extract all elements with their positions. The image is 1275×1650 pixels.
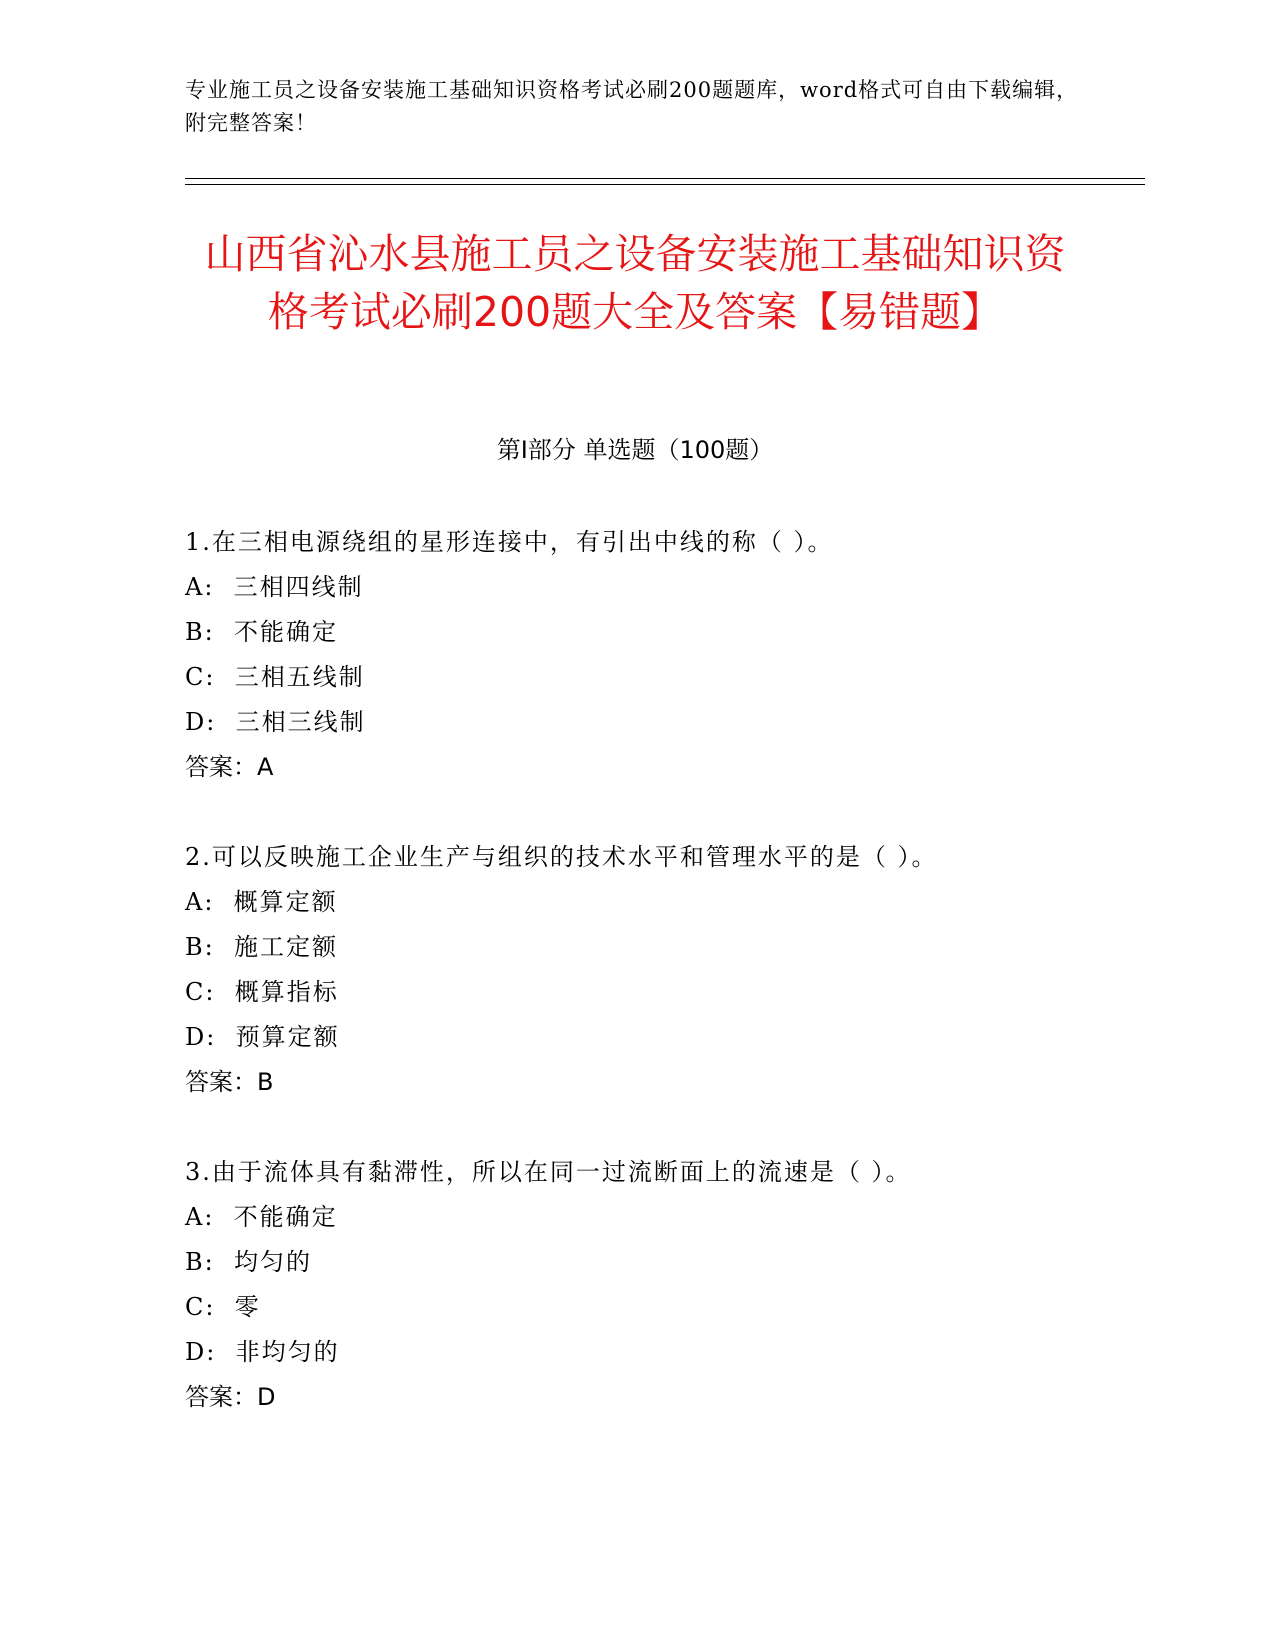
question-stem: 2.可以反映施工企业生产与组织的技术水平和管理水平的是（ ）。 xyxy=(185,843,938,871)
question-stem: 3.由于流体具有黏滞性，所以在同一过流断面上的流速是（ ）。 xyxy=(185,1158,912,1186)
document-title: 山西省沁水县施工员之设备安装施工基础知识资格考试必刷200题大全及答案【易错题】 xyxy=(204,230,1066,336)
option-a: A: 三相四线制 xyxy=(185,573,364,601)
question-block xyxy=(185,520,1145,790)
question-block xyxy=(185,1150,1145,1420)
option-d: D: 三相三线制 xyxy=(185,708,366,736)
header-divider-bottom xyxy=(185,184,1145,185)
option-c: C: 概算指标 xyxy=(185,978,339,1006)
header-divider-top xyxy=(185,178,1145,179)
option-d: D: 预算定额 xyxy=(185,1023,340,1051)
option-a: A: 不能确定 xyxy=(185,1203,338,1231)
question-stem: 1.在三相电源绕组的星形连接中，有引出中线的称（ ）。 xyxy=(185,528,834,556)
option-b: B: 均匀的 xyxy=(185,1248,312,1276)
option-b: B: 不能确定 xyxy=(185,618,338,646)
option-c: C: 三相五线制 xyxy=(185,663,365,691)
question-block xyxy=(185,835,1145,1105)
header-note: 专业施工员之设备安装施工基础知识资格考试必刷200题题库，word格式可自由下载编辑，附完整答案！ xyxy=(185,78,1079,135)
option-c: C: 零 xyxy=(185,1293,261,1321)
section-heading: 第I部分 单选题（100题） xyxy=(496,436,774,464)
option-b: B: 施工定额 xyxy=(185,933,338,961)
answer-line: 答案：D xyxy=(185,1383,276,1411)
answer-line: 答案：B xyxy=(185,1068,274,1096)
answer-line: 答案：A xyxy=(185,753,274,781)
option-d: D: 非均匀的 xyxy=(185,1338,340,1366)
option-a: A: 概算定额 xyxy=(185,888,338,916)
